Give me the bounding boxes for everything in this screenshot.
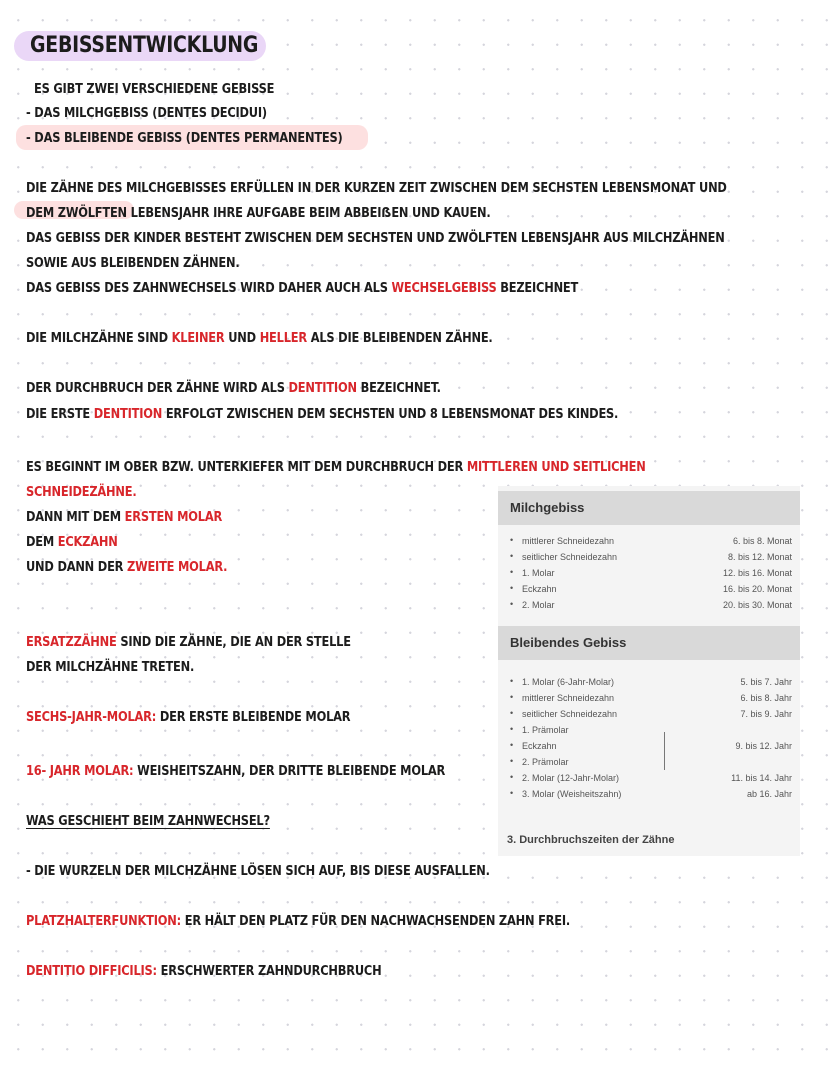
table-row: • 1. Molar 12. bis 16. Monat: [510, 567, 792, 578]
table-row: • mittlerer Schneidezahn 6. bis 8. Jahr: [510, 692, 792, 703]
term-schneidezaehne: MITTLEREN UND SEITLICHEN: [466, 459, 646, 475]
table-row: • 2. Prämolar: [510, 756, 569, 767]
table-row: • seitlicher Schneidezahn 7. bis 9. Jahr: [510, 708, 792, 719]
definition-16-jahr-molar: 16- JAHR MOLAR: WEISHEITSZAHN, DER DRITTE BLEIBENDE MOLAR: [26, 763, 446, 779]
term-zweiter-molar: ZWEITE MOLAR.: [127, 559, 228, 575]
table-row: • seitlicher Schneidezahn 8. bis 12. Monat: [510, 551, 792, 562]
para5-line1: ERSATZZÄHNE SIND DIE ZÄHNE, DIE AN DER STELLE: [26, 634, 351, 650]
para3-line1: DER DURCHBRUCH DER ZÄHNE WIRD ALS DENTITION BEZEICHNET.: [26, 380, 441, 396]
table-caption: 3. Durchbruchszeiten der Zähne: [507, 834, 675, 846]
definition-dentitio-difficilis: DENTITIO DIFFICILIS: ERSCHWERTER ZAHNDURCHBRUCH: [26, 963, 382, 979]
group-bracket: [664, 732, 665, 770]
term-erster-molar: ERSTEN MOLAR: [124, 509, 223, 525]
table-row: • 3. Molar (Weisheitszahn) ab 16. Jahr: [510, 788, 792, 799]
milchgebiss-header: Milchgebiss: [498, 491, 800, 525]
table-row: • 1. Prämolar: [510, 724, 569, 735]
para1-line2: DEM ZWÖLFTEN LEBENSJAHR IHRE AUFGABE BEIM ABBEIẞEN UND KAUEN.: [26, 205, 491, 221]
table-row: • Eckzahn 9. bis 12. Jahr: [510, 740, 792, 751]
term-eckzahn: ECKZAHN: [57, 534, 118, 550]
bleibendes-gebiss-header: Bleibendes Gebiss: [498, 626, 800, 660]
term-ersatzzaehne: ERSATZZÄHNE: [26, 634, 117, 650]
term-kleiner: KLEINER: [171, 330, 225, 346]
para1-line4: SOWIE AUS BLEIBENDEN ZÄHNEN.: [26, 255, 240, 271]
term-heller: HELLER: [259, 330, 307, 346]
para4-line4: DEM ECKZAHN: [26, 534, 118, 550]
term-dentition-2: DENTITION: [93, 406, 163, 422]
para4-line5: UND DANN DER ZWEITE MOLAR.: [26, 559, 228, 575]
answer-line: - DIE WURZELN DER MILCHZÄHNE LÖSEN SICH AUF, BIS DIESE AUSFALLEN.: [26, 863, 490, 879]
para4-line3: DANN MIT DEM ERSTEN MOLAR: [26, 509, 223, 525]
definition-platzhalterfunktion: PLATZHALTERFUNKTION: ER HÄLT DEN PLATZ FÜR DEN NACHWACHSENDEN ZAHN FREI.: [26, 913, 571, 929]
definition-sechs-jahr-molar: SECHS-JAHR-MOLAR: DER ERSTE BLEIBENDE MOLAR: [26, 709, 351, 725]
para1-line5: DAS GEBISS DES ZAHNWECHSELS WIRD DAHER AUCH ALS WECHSELGEBISS BEZEICHNET: [26, 280, 579, 296]
para1-line1: DIE ZÄHNE DES MILCHGEBISSES ERFÜLLEN IN DER KURZEN ZEIT ZWISCHEN DEM SECHSTEN LEBENSMONAT UND: [26, 180, 727, 196]
term-dentition: DENTITION: [288, 380, 357, 396]
eruption-table: [498, 486, 800, 856]
page-title: GEBISSENTWICKLUNG: [30, 33, 259, 58]
question-heading: WAS GESCHIEHT BEIM ZAHNWECHSEL?: [26, 813, 270, 829]
intro-line3: - DAS BLEIBENDE GEBISS (DENTES PERMANENTES): [26, 130, 343, 146]
para4-line2: SCHNEIDEZÄHNE.: [26, 484, 137, 500]
para4-line1: ES BEGINNT IM OBER BZW. UNTERKIEFER MIT DEM DURCHBRUCH DER MITTLEREN UND SEITLICHEN: [26, 459, 646, 475]
para5-line2: DER MILCHZÄHNE TRETEN.: [26, 659, 195, 675]
para1-line3: DAS GEBISS DER KINDER BESTEHT ZWISCHEN DEM SECHSTEN UND ZWÖLFTEN LEBENSJAHR AUS MILCHZÄHNEN: [26, 230, 725, 246]
table-row: • mittlerer Schneidezahn 6. bis 8. Monat: [510, 535, 792, 546]
table-row: • Eckzahn 16. bis 20. Monat: [510, 583, 792, 594]
table-row: • 2. Molar 20. bis 30. Monat: [510, 599, 792, 610]
intro-line1: ES GIBT ZWEI VERSCHIEDENE GEBISSE: [34, 81, 275, 97]
para2-line: DIE MILCHZÄHNE SIND KLEINER UND HELLER ALS DIE BLEIBENDEN ZÄHNE.: [26, 330, 493, 346]
table-row: • 2. Molar (12-Jahr-Molar) 11. bis 14. Jahr: [510, 772, 792, 783]
term-wechselgebiss: WECHSELGEBISS: [391, 280, 497, 296]
para3-line2: DIE ERSTE DENTITION ERFOLGT ZWISCHEN DEM SECHSTEN UND 8 LEBENSMONAT DES KINDES.: [26, 406, 619, 422]
table-row: • 1. Molar (6-Jahr-Molar) 5. bis 7. Jahr: [510, 676, 792, 687]
intro-line2: - DAS MILCHGEBISS (DENTES DECIDUI): [26, 105, 267, 121]
